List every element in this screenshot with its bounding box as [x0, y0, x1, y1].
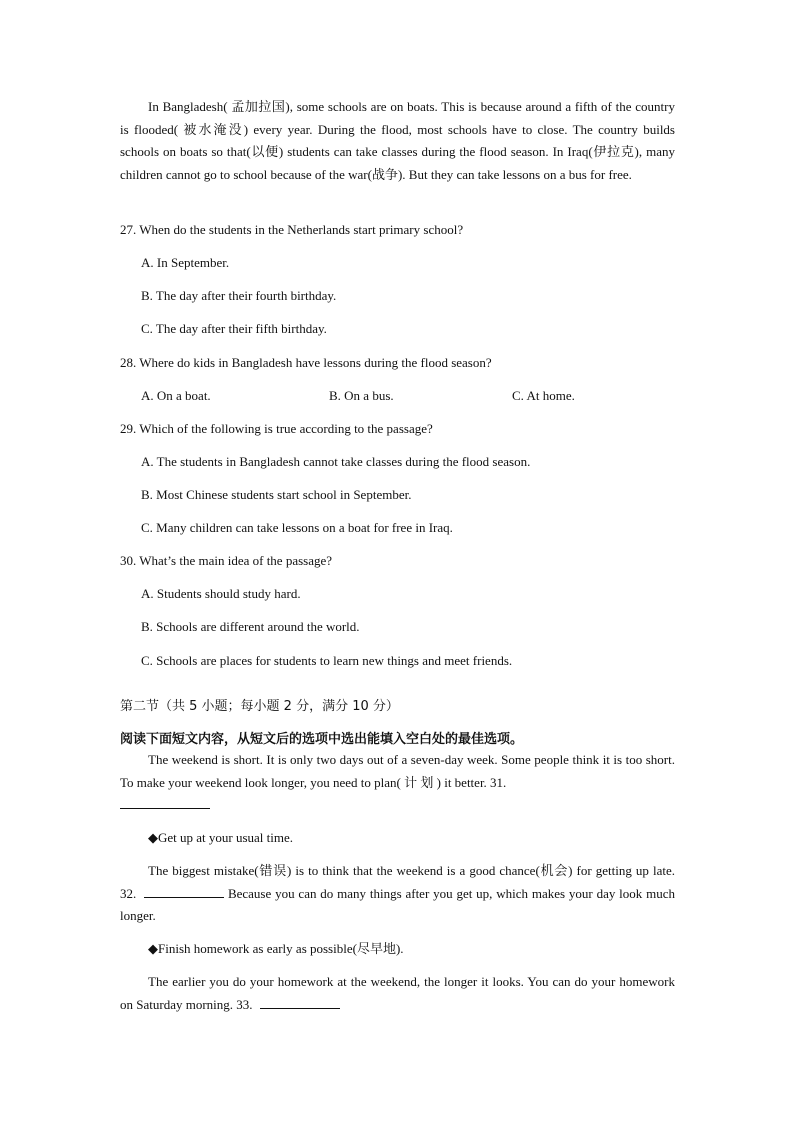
- passage-bangladesh: In Bangladesh( 孟加拉国), some schools are on boats. This is because around a fifth of the country is flooded( 被水淹没) every year. During the flood, most schools have to close. The country builds schools on boats so that(以便) students can take classes during the flood season. In Iraq(伊拉克), many children cannot go to school because of the war(战争). But they can take lessons on a bus for free.: [120, 99, 675, 182]
- question-27-option-b[interactable]: B. The day after their fourth birthday.: [141, 288, 337, 303]
- blank-32[interactable]: [144, 884, 224, 898]
- question-30-option-a[interactable]: A. Students should study hard.: [141, 586, 301, 601]
- question-30-option-c[interactable]: C. Schools are places for students to learn new things and meet friends.: [141, 653, 513, 668]
- blank-31[interactable]: [120, 795, 210, 809]
- question-27: 27. When do the students in the Netherlands start primary school?: [120, 222, 464, 237]
- passage-weekend-para-3: [120, 971, 675, 1016]
- tip-get-up-usual-time: ◆Get up at your usual time.: [148, 830, 294, 845]
- question-29: 29. Which of the following is true according to the passage?: [120, 421, 433, 436]
- passage-weekend-para-2-before: The biggest mistake(错误) is to think that the weekend is a good chance(机会) for getting up late. 32.: [120, 863, 675, 901]
- question-29-option-c[interactable]: C. Many children can take lessons on a boat for free in Iraq.: [141, 520, 453, 535]
- question-28: 28. Where do kids in Bangladesh have lessons during the flood season?: [120, 355, 492, 370]
- question-29-option-b[interactable]: B. Most Chinese students start school in September.: [141, 487, 412, 502]
- passage-weekend-para-3-text: The earlier you do your homework at the weekend, the longer it looks. You can do your homework on Saturday morning. 33.: [120, 974, 675, 1012]
- section-2-instruction: 阅读下面短文内容，从短文后的选项中选出能填入空白处的最佳选项。: [120, 732, 524, 747]
- passage-weekend-para-2: [120, 860, 675, 928]
- passage-weekend-para-1-text: The weekend is short. It is only two days out of a seven-day week. Some people think it is too short. To make your weekend look longer, you need to plan( 计 划 ) it better. 31.: [120, 752, 675, 790]
- tip-finish-homework-early: ◆Finish homework as early as possible(尽早地).: [148, 941, 404, 956]
- question-28-option-b[interactable]: B. On a bus.: [329, 388, 394, 403]
- passage-weekend-para-2-after: Because you can do many things after you get up, which makes your day look much longer.: [120, 885, 676, 924]
- passage-weekend-para-1: [120, 749, 675, 817]
- question-28-option-a[interactable]: A. On a boat.: [141, 388, 211, 403]
- question-27-option-c[interactable]: C. The day after their fifth birthday.: [141, 321, 327, 336]
- question-30: 30. What’s the main idea of the passage?: [120, 553, 333, 568]
- section-2-heading: 第二节（共 5 小题；每小题 2 分，满分 10 分）: [120, 699, 399, 714]
- question-28-option-c[interactable]: C. At home.: [512, 388, 575, 403]
- blank-33[interactable]: [260, 995, 340, 1009]
- question-27-option-a[interactable]: A. In September.: [141, 255, 230, 270]
- question-29-option-a[interactable]: A. The students in Bangladesh cannot take classes during the flood season.: [141, 454, 531, 469]
- question-30-option-b[interactable]: B. Schools are different around the world.: [141, 619, 360, 634]
